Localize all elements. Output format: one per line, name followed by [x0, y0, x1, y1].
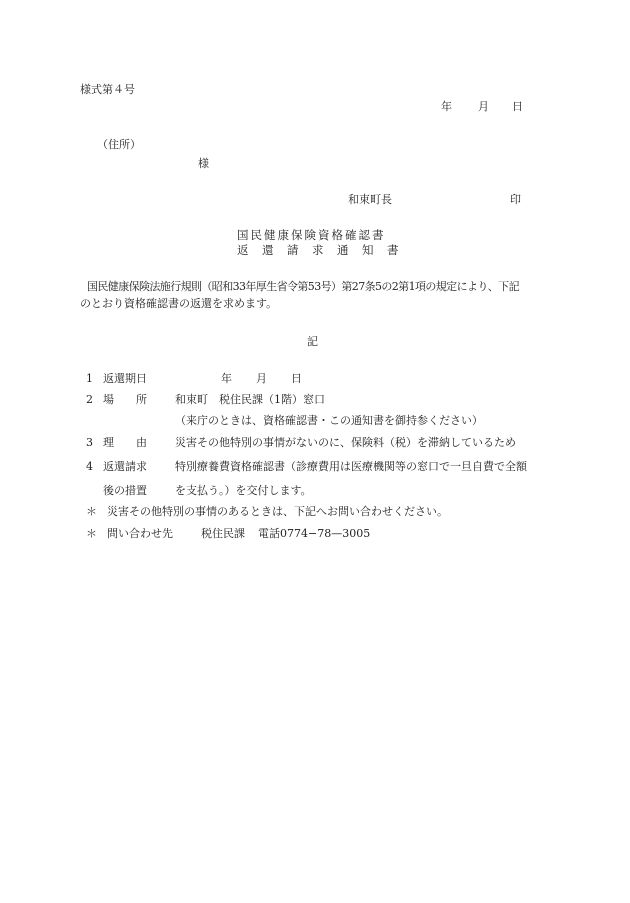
body-text-line1: 国民健康保険法施行規則（昭和33年厚生省令第53号）第27条5の2第1項の規定により、下記 [87, 280, 519, 293]
address-label: （住所） [97, 138, 141, 151]
disaster-note: 災害その他特別の事情のあるときは、下記へお問い合わせください。 [107, 505, 448, 518]
item-number: 1 [86, 372, 93, 385]
date-day-label: 日 [512, 100, 523, 113]
ki-heading: 記 [307, 335, 318, 348]
issuer-name: 和束町長 [348, 193, 392, 206]
document-title-line1: 国民健康保険資格確認書 [237, 228, 386, 242]
item-label-place: 場 所 [103, 393, 147, 406]
return-day-label: 日 [291, 372, 302, 385]
item-label-subsequent-measures: 後の措置 [103, 484, 147, 497]
item-number: 3 [86, 436, 93, 449]
place-note: （来庁のときは、資格確認書・この通知書を御持参ください） [175, 414, 483, 427]
form-number: 様式第４号 [80, 83, 135, 96]
place-value: 和束町 税住民課（1階）窓口 [175, 393, 325, 406]
item-label-reason: 理 由 [103, 436, 147, 449]
document-title-line2: 返 還 請 求 通 知 書 [237, 243, 400, 257]
date-month-label: 月 [478, 100, 489, 113]
inquiry-label: 問い合わせ先 [107, 527, 173, 540]
reason-value: 災害その他特別の事情がないのに、保険料（税）を滞納しているため [175, 436, 516, 449]
return-year-label: 年 [221, 372, 232, 385]
item-number: 4 [86, 460, 93, 473]
honorific: 様 [198, 157, 209, 170]
item-label-return-date: 返還期日 [103, 372, 147, 385]
body-text-line2: のとおり資格確認書の返還を求めます。 [80, 297, 278, 310]
return-month-label: 月 [256, 372, 267, 385]
item-number: 2 [86, 393, 93, 406]
item-label-return-request: 返還請求 [103, 460, 147, 473]
note-asterisk: ＊ [86, 527, 97, 540]
measure-value-line2: を支払う。）を交付します。 [175, 484, 312, 497]
measure-value-line1: 特別療養費資格確認書（診療費用は医療機関等の窓口で一旦自費で全額 [175, 460, 527, 473]
inquiry-department: 税住民課 [201, 527, 245, 540]
note-asterisk: ＊ [86, 505, 97, 518]
date-year-label: 年 [441, 100, 452, 113]
inquiry-phone: 電話0774−78—3005 [258, 527, 371, 540]
seal-mark: 印 [510, 193, 521, 206]
